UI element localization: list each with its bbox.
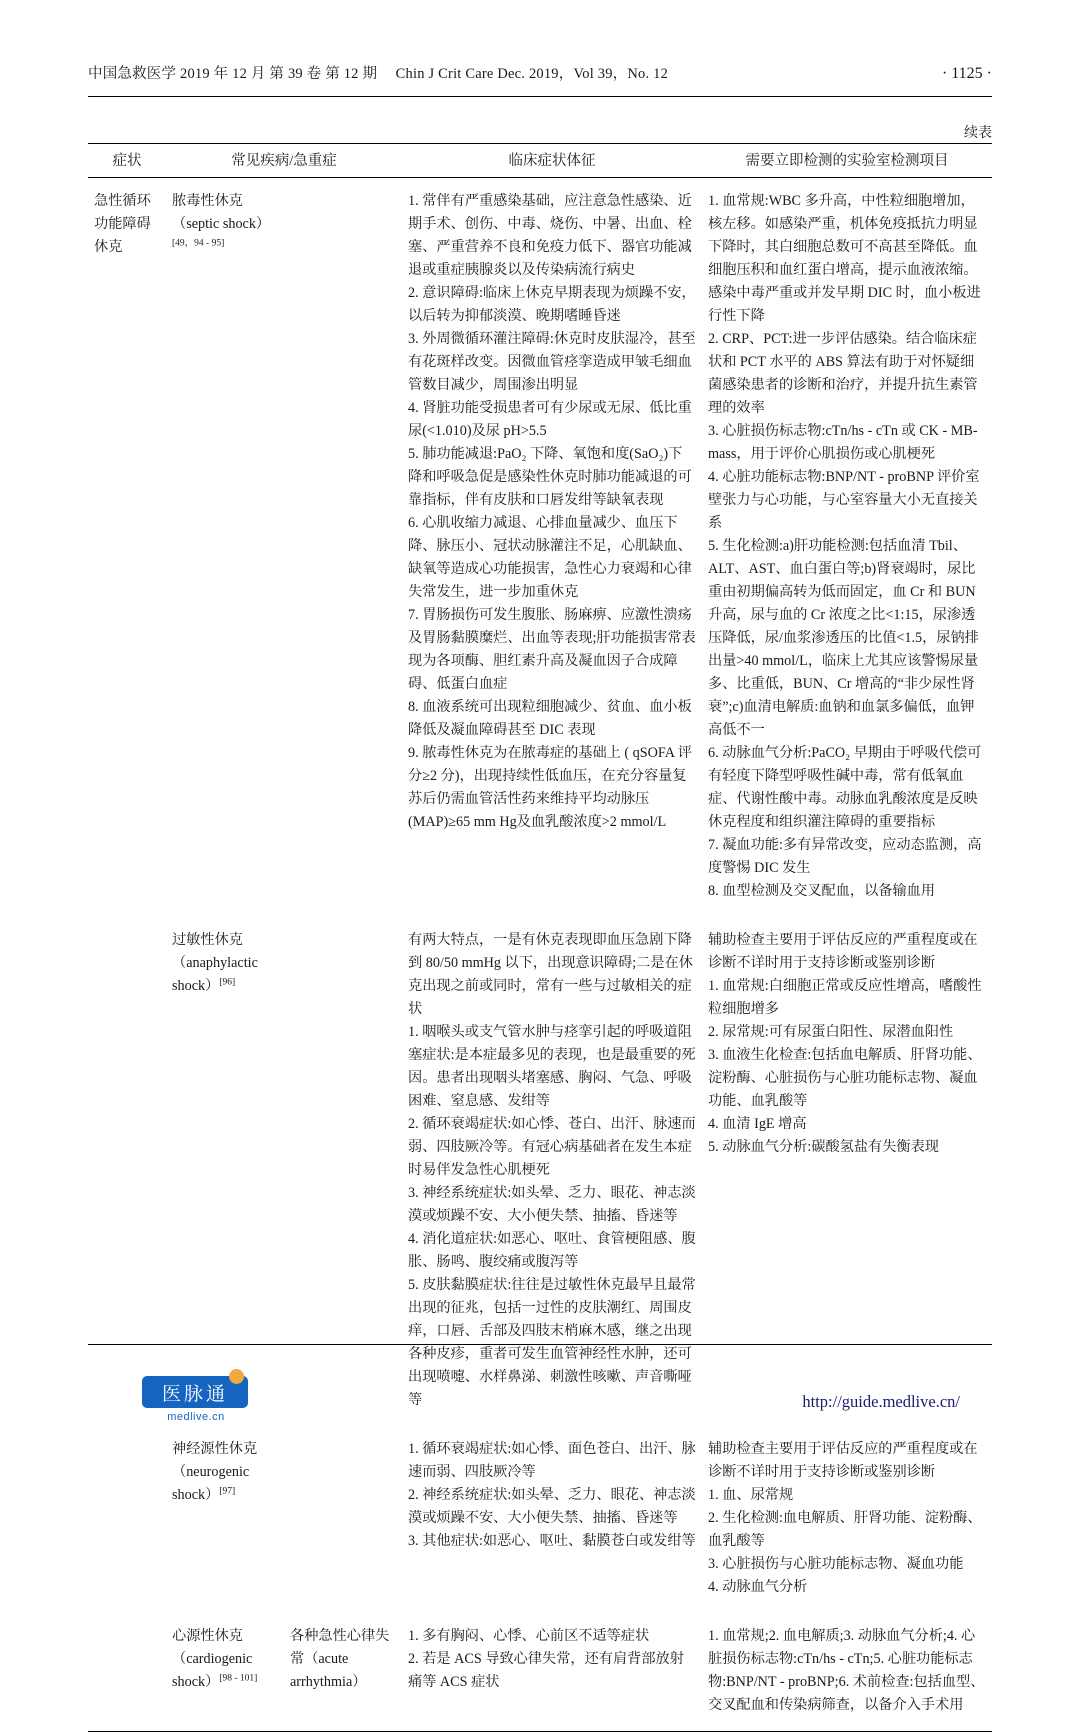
disease-reference: [49，94 - 95]	[172, 238, 225, 249]
cell-disease	[166, 1426, 284, 1613]
table-row	[88, 1613, 992, 1732]
sign-item: 1. 循环衰竭症状:如心悸、面色苍白、出汗、脉速而弱、四肢厥冷等	[408, 1441, 696, 1480]
disease-name: 过敏性休克（anaphylactic shock）	[172, 932, 258, 994]
lab-item: 5. 动脉血气分析:碳酸氢盐有失衡表现	[708, 1139, 939, 1155]
disease-name: 神经源性休克（neurogenic shock）	[172, 1441, 258, 1503]
cell-subtype	[284, 1613, 402, 1732]
sign-item: 3. 外周微循环灌注障碍:休克时皮肤湿冷，甚至有花斑样改变。因微血管痉挛造成甲皱毛细血管数目减少，周围渗出明显	[408, 331, 696, 393]
sign-item: 2. 神经系统症状:如头晕、乏力、眼花、神志淡漠或烦躁不安、大小便失禁、抽搐、昏迷等	[408, 1487, 696, 1526]
lab-item: 1. 血常规:白细胞正常或反应性增高，嗜酸性粒细胞增多	[708, 978, 982, 1017]
cell-subtype	[284, 1426, 402, 1613]
column-header-signs: 临床症状体征	[402, 144, 702, 178]
table-row	[88, 1426, 992, 1613]
sign-item: 有两大特点，一是有休克表现即血压急剧下降到 80/50 mmHg 以下，出现意识障碍;二是在休克出现之前或同时，常有一些与过敏相关的症状	[408, 932, 693, 1017]
cell-disease	[166, 178, 284, 918]
cell-clinical-signs	[402, 1426, 702, 1613]
clinical-table	[88, 143, 992, 1732]
page-header	[88, 62, 992, 83]
sign-item: 3. 其他症状:如恶心、呕吐、黏膜苍白或发绀等	[408, 1533, 696, 1549]
sign-item: 9. 脓毒性休克为在脓毒症的基础上 ( qSOFA 评分≥2 分)，出现持续性低血压，在充分容量复苏后仍需血管活性药来维持平均动脉压(MAP)≥65 mm Hg及血乳酸浓度>2 mmol/L	[408, 745, 692, 830]
column-header-disease: 常见疾病/急重症	[166, 144, 402, 178]
lab-item: 辅助检查主要用于评估反应的严重程度或在诊断不详时用于支持诊断或鉴别诊断	[708, 932, 978, 971]
logo-dot-icon	[229, 1369, 244, 1384]
cell-lab-tests	[702, 1613, 992, 1732]
subtype-name: 各种急性心律失常（acute arrhythmia）	[290, 1628, 390, 1690]
cell-lab-tests	[702, 178, 992, 918]
continued-table-label: 续表	[964, 126, 992, 141]
table-header-row	[88, 144, 992, 178]
cell-lab-tests	[702, 1426, 992, 1613]
sign-item: 6. 心肌收缩力减退、心排血量减少、血压下降、脉压小、冠状动脉灌注不足，心肌缺血、缺氧等造成心功能损害，急性心力衰竭和心律失常发生，进一步加重休克	[408, 515, 692, 600]
column-header-symptom: 症状	[88, 144, 166, 178]
cell-disease	[166, 917, 284, 1426]
disease-reference: [98 - 101]	[219, 1673, 258, 1684]
sign-item: 4. 消化道症状:如恶心、呕吐、食管梗阻感、腹胀、肠鸣、腹绞痛或腹泻等	[408, 1231, 696, 1270]
cell-symptom: 急性循环功能障碍休克	[94, 193, 151, 255]
lab-item: 2. 生化检测:血电解质、肝肾功能、淀粉酶、血乳酸等	[708, 1510, 982, 1549]
disease-name: 心源性休克（cardiogenic shock）	[172, 1628, 253, 1690]
lab-item: 4. 心脏功能标志物:BNP/NT - proBNP 评价室壁张力与心功能，与心室容量大小无直接关系	[708, 469, 980, 531]
lab-item: 2. 尿常规:可有尿蛋白阳性、尿潜血阳性	[708, 1024, 954, 1040]
cell-symptom	[88, 917, 166, 1426]
sign-item: 2. 若是 ACS 导致心律失常，还有肩背部放射痛等 ACS 症状	[408, 1651, 684, 1690]
cell-lab-tests	[702, 917, 992, 1426]
lab-item: 8. 血型检测及交叉配血，以备输血用	[708, 883, 936, 899]
lab-item: 4. 动脉血气分析	[708, 1579, 808, 1595]
footer-divider	[88, 1344, 992, 1345]
site-url[interactable]: http://guide.medlive.cn/	[802, 1392, 960, 1411]
logo-subtitle: medlive.cn	[167, 1411, 225, 1423]
sign-item: 1. 咽喉头或支气管水肿与痉挛引起的呼吸道阻塞症状:是本症最多见的表现，也是最重要的死因。患者出现咽头堵塞感、胸闷、气急、呼吸困难、窒息感、发绀等	[408, 1024, 696, 1109]
lab-item: 2. CRP、PCT:进一步评估感染。结合临床症状和 PCT 水平的 ABS 算法有助于对怀疑细菌感染患者的诊断和治疗，并提升抗生素管理的效率	[708, 331, 978, 416]
logo-text: 医脉通	[161, 1383, 228, 1405]
cell-symptom	[88, 1613, 166, 1732]
cell-subtype	[284, 917, 402, 1426]
lab-item: 辅助检查主要用于评估反应的严重程度或在诊断不详时用于支持诊断或鉴别诊断	[708, 1441, 978, 1480]
clinical-table-container	[88, 143, 992, 1732]
table-body	[88, 178, 992, 1732]
logo-badge	[142, 1376, 248, 1408]
medlive-logo	[142, 1376, 250, 1422]
sign-item: 1. 多有胸闷、心悸、心前区不适等症状	[408, 1628, 650, 1644]
sign-item: 4. 肾脏功能受损患者可有少尿或无尿、低比重尿(<1.010)及尿 pH>5.5	[408, 400, 692, 439]
sign-item: 5. 皮肤黏膜症状:往往是过敏性休克最早且最常出现的征兆，包括一过性的皮肤潮红、周围皮痒，口唇、舌部及四肢末梢麻木感，继之出现各种皮疹，重者可发生血管神经性水肿，还可出现喷嚏、水样鼻涕、刺激性咳嗽、声音嘶哑等	[408, 1277, 696, 1408]
table-row	[88, 917, 992, 1426]
lab-item: 6. 动脉血气分析:PaCO₂ 早期由于呼吸代偿可有轻度下降型呼吸性碱中毒，常有低氧血症、代谢性酸中毒。动脉血乳酸浓度是反映休克程度和组织灌注障碍的重要指标	[708, 745, 982, 830]
lab-item: 1. 血常规;2. 血电解质;3. 动脉血气分析;4. 心脏损伤标志物:cTn/hs - cTn;5. 心脏功能标志物:BNP/NT - proBNP;6. 术前检查:包括血型、交叉配血和传染病筛查，以备介入手术用	[708, 1628, 985, 1713]
lab-item: 3. 心脏损伤标志物:cTn/hs - cTn 或 CK - MB-mass，用于评价心肌损伤或心肌梗死	[708, 423, 978, 462]
header-divider	[88, 96, 992, 97]
lab-item: 1. 血、尿常规	[708, 1487, 794, 1503]
cell-clinical-signs	[402, 1613, 702, 1732]
disease-name: 脓毒性休克（septic shock）	[172, 193, 271, 232]
table-row	[88, 178, 992, 918]
page-number: · 1125 ·	[941, 65, 992, 82]
lab-item: 7. 凝血功能:多有异常改变，应动态监测，高度警惕 DIC 发生	[708, 837, 982, 876]
sign-item: 5. 肺功能减退:PaO₂ 下降、氧饱和度(SaO₂)下降和呼吸急促是感染性休克时肺功能减退的可靠指标，伴有皮肤和口唇发绀等缺氧表现	[408, 446, 692, 508]
lab-item: 5. 生化检测:a)肝功能检测:包括血清 Tbil、ALT、AST、血白蛋白等;b)肾衰竭时，尿比重由初期偏高转为低而固定，血 Cr 和 BUN 升高，尿与血的 Cr 浓度之比<1:15，尿渗透压降低，尿/血浆渗透压的比值<1.5，尿钠排出量>40 mmol/L，临床上尤其应该警惕尿量多、比重低，BUN、Cr 增高的“非少尿性肾衰”;c)血清电解质:血钠和血氯多偏低，血钾高低不一	[708, 538, 979, 738]
sign-item: 2. 意识障碍:临床上休克早期表现为烦躁不安，以后转为抑郁淡漠、晚期嗜睡昏迷	[408, 285, 696, 324]
sign-item: 8. 血液系统可出现粒细胞减少、贫血、血小板降低及凝血障碍甚至 DIC 表现	[408, 699, 692, 738]
lab-item: 1. 血常规:WBC 多升高，中性粒细胞增加，核左移。如感染严重，机体免疫抵抗力明显下降时，其白细胞总数可不高甚至降低。血细胞压积和血红蛋白增高，提示血液浓缩。感染中毒严重或并发早期 DIC 时，血小板进行性下降	[708, 193, 981, 324]
column-header-labs: 需要立即检测的实验室检测项目	[702, 144, 992, 178]
cell-clinical-signs	[402, 178, 702, 918]
sign-item: 7. 胃肠损伤可发生腹胀、肠麻痹、应激性溃疡及胃肠黏膜糜烂、出血等表现;肝功能损害常表现为各项酶、胆红素升高及凝血因子合成障碍、低蛋白血症	[408, 607, 696, 692]
lab-item: 3. 血液生化检查:包括血电解质、肝肾功能、淀粉酶、心脏损伤与心脏功能标志物、凝血功能、血乳酸等	[708, 1047, 982, 1109]
disease-reference: [97]	[219, 1486, 236, 1497]
sign-item: 1. 常伴有严重感染基础，应注意急性感染、近期手术、创伤、中毒、烧伤、中暑、出血、栓塞、严重营养不良和免疫力低下、器官功能减退或重症胰腺炎以及传染病流行病史	[408, 193, 692, 278]
lab-item: 3. 心脏损伤与心脏功能标志物、凝血功能	[708, 1556, 964, 1572]
cell-disease	[166, 1613, 284, 1732]
lab-item: 4. 血清 IgE 增高	[708, 1116, 807, 1132]
cell-clinical-signs	[402, 917, 702, 1426]
cell-subtype	[284, 178, 402, 918]
disease-reference: [96]	[219, 977, 236, 988]
cell-symptom	[88, 1426, 166, 1613]
sign-item: 3. 神经系统症状:如头晕、乏力、眼花、神志淡漠或烦躁不安、大小便失禁、抽搐、昏迷等	[408, 1185, 696, 1224]
journal-citation: 中国急救医学 2019 年 12 月 第 39 卷 第 12 期 Chin J Crit Care Dec. 2019，Vol 39，No. 12	[88, 66, 669, 82]
sign-item: 2. 循环衰竭症状:如心悸、苍白、出汗、脉速而弱、四肢厥冷等。有冠心病基础者在发生本症时易伴发急性心肌梗死	[408, 1116, 696, 1178]
